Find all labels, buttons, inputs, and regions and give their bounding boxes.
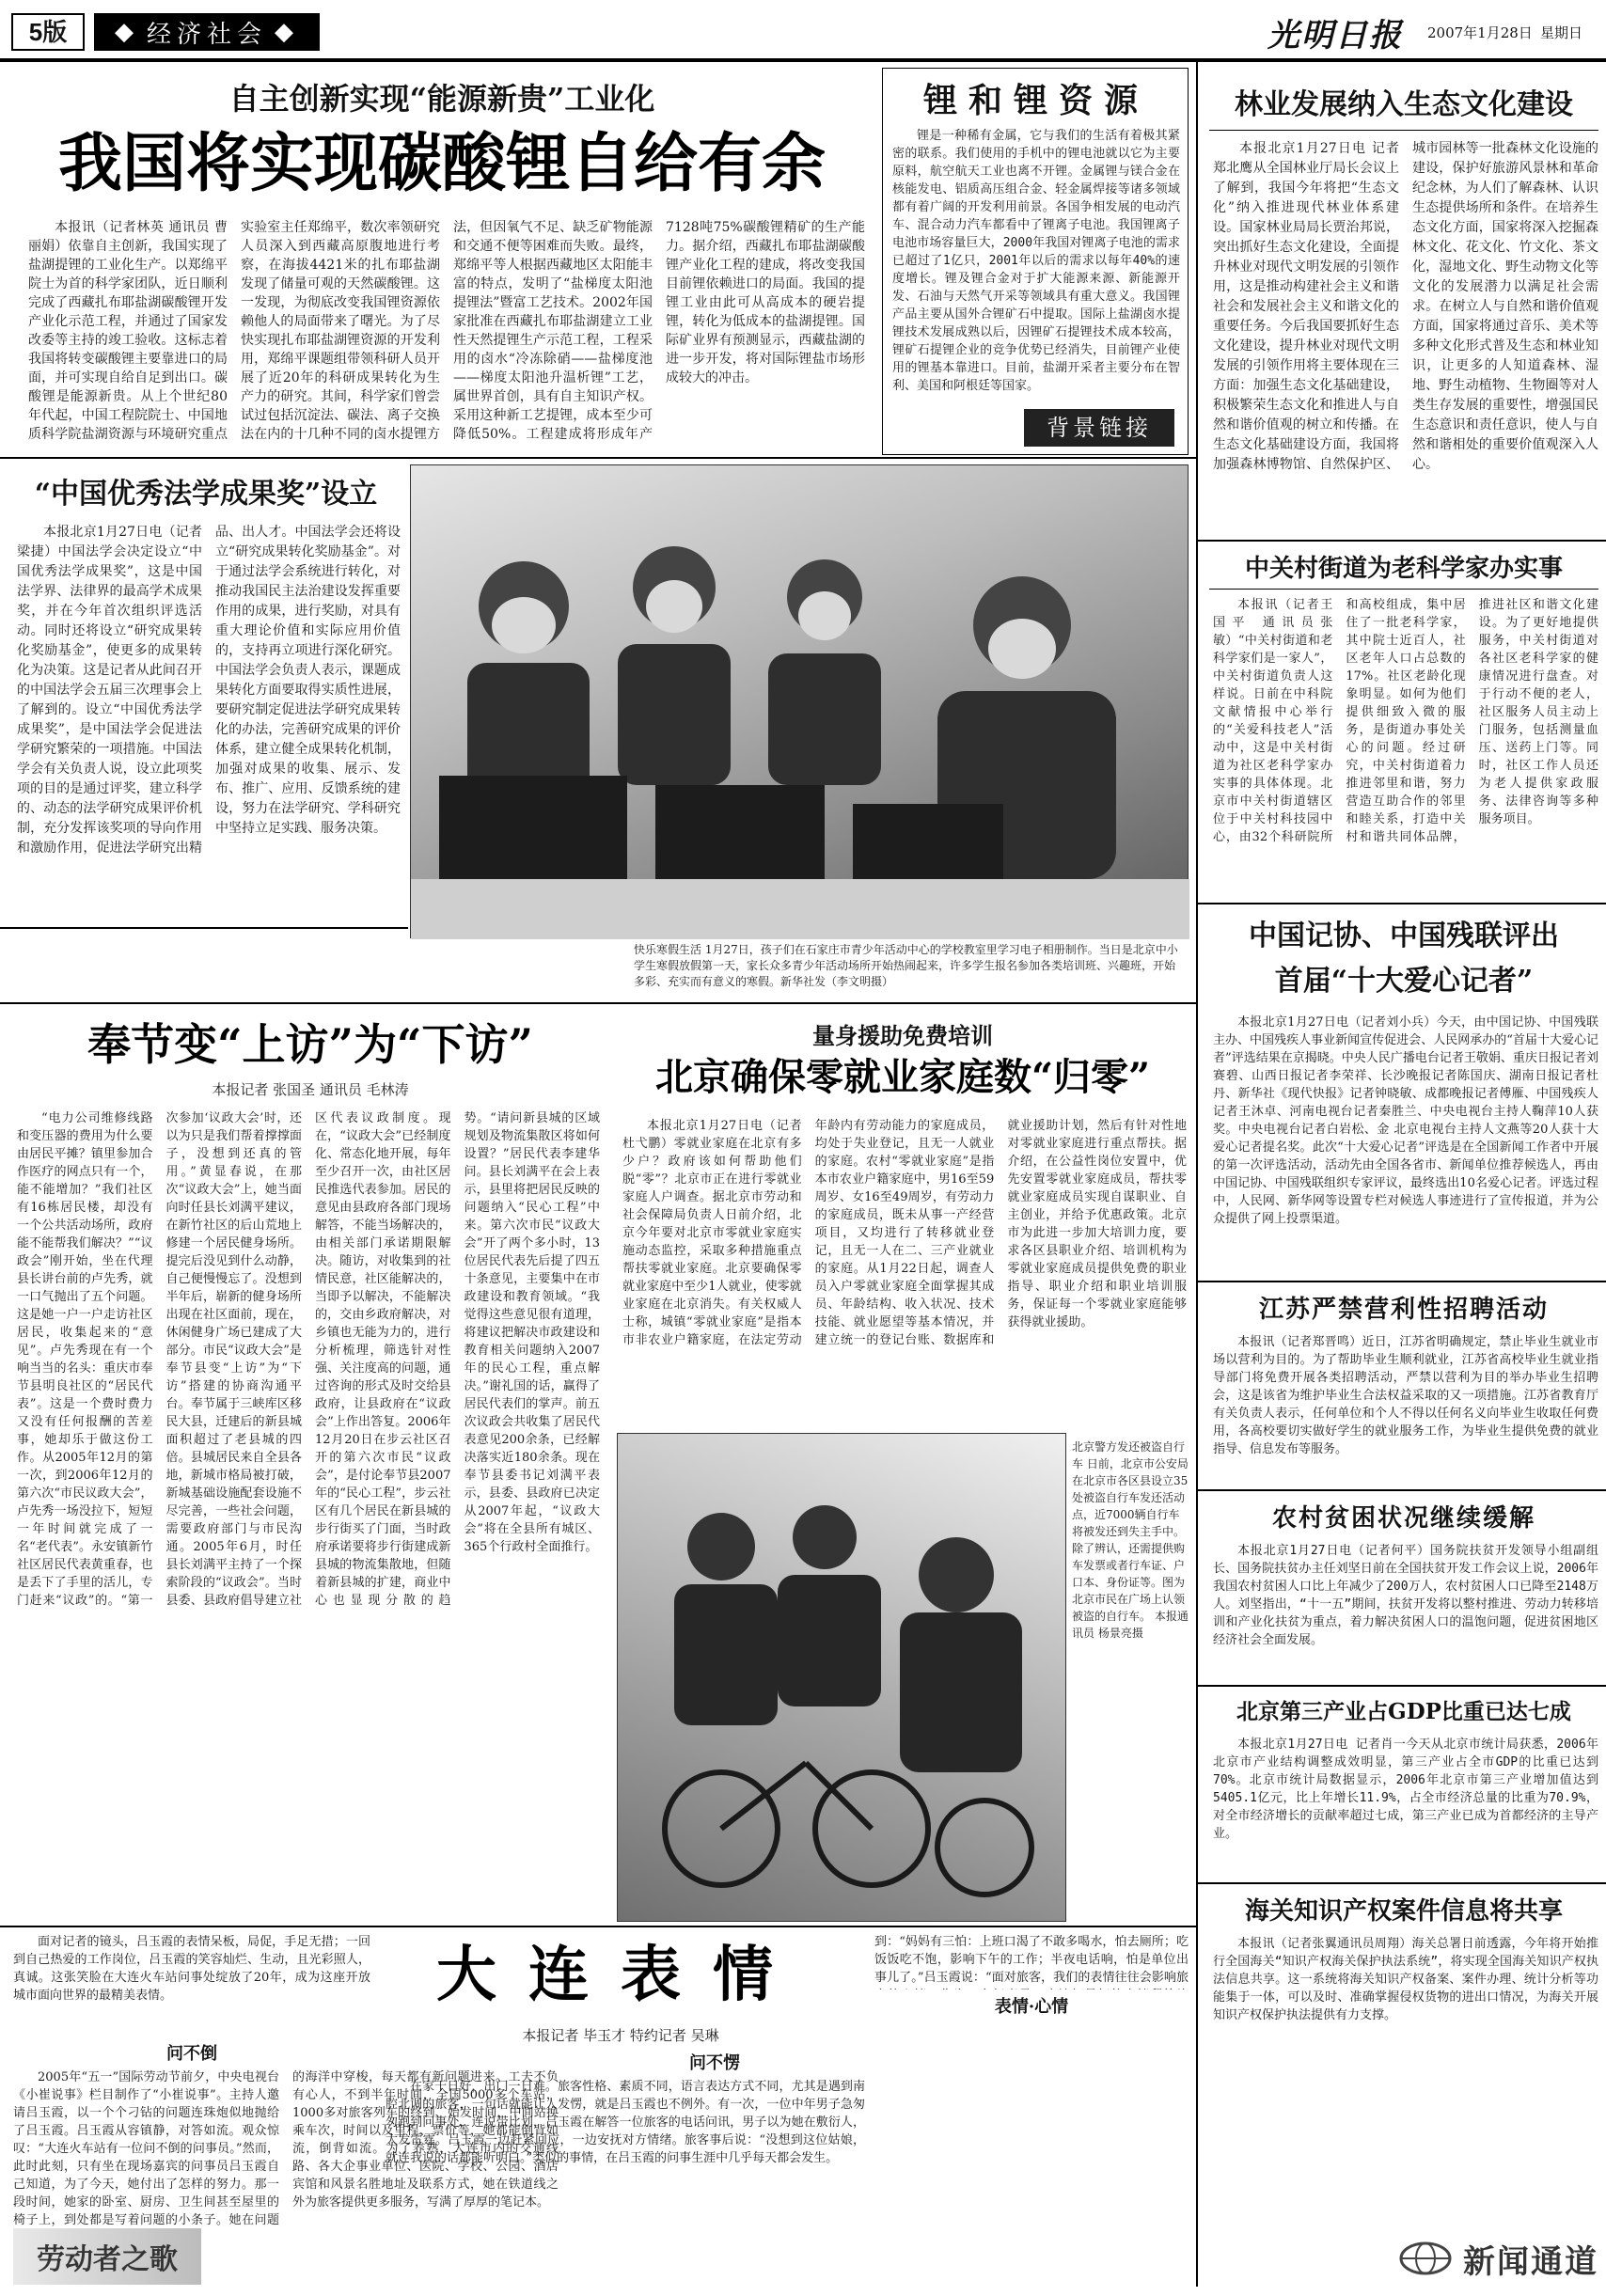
rule [0, 1926, 1196, 1927]
forestry-body: 本报北京1月27日电 记者郑北鹰从全国林业厅局长会议上了解到，我国今年将把“生态文化”纳入推进现代林业体系建设。国家林业局局长贾治邦说，突出抓好生态文化建设，全面提升林业对现代文明发展的引领作用，这是推动构建社会主义和谐社会和发展社会主义和谐文化的重要任务。今后我国要抓好生态文化建设，提升林业对现代文明发展的引领作用将主要体现在三方面：加强生态文化基础建设，积极繁荣生态文化和推进人与自然和谐价值观的树立和传播。在生态文化基础建设方面，我国将加强森林博物馆、自然保护区、城市园林等一批森林文化设施的建设，保护好旅游风景林和革命纪念林，为人们了解森林、认识生态提供场所和条件。在培养生态文化方面，国家将深入挖掘森林文化、花文化、竹文化、茶文化，湿地文化、野生动物文化等文化的发展潜力以满足社会需求。在树立人与自然和谐价值观方面，国家将通过音乐、美术等多种文化形式普及生态和林业知识，让更多的人知道森林、湿地、野生动植物、生物圈等对人类生存发展的重要性，增强国民生态意识和责任意识，使人与自然和谐相处的重要价值观深入人心。 [1213, 141, 1598, 472]
lithium-body: 本报讯（记者林英 通讯员 曹丽娟）依靠自主创新，我国实现了盐湖提锂的工业化生产。以郑绵平院士为首的科学家团队，近日顺利完成了西藏扎布耶盐湖碳酸锂开发产业化示范工程，并通过了国家发改委等主持的竣工验收。这标志着我国将转变碳酸锂主要靠进口的局面，并可实现自给自足到出口。碳酸锂是能源新贵。从上个世纪80年代起，中国工程院院士、中国地质科学院盐湖资源与环境研究重点实验室主任郑绵平，数次率领研究人员深入到西藏高原腹地进行考察，在海拔4421米的扎布耶盐湖发现了储量可观的天然碳酸锂。这一发现，为彻底改变我国锂资源依赖他人的局面带来了曙光。为了尽快实现扎布耶盐湖锂资源的开发利用，郑绵平课题组带领科研人员开展了近20年的科研成果转化为生产力的研究。其间，科学家们曾尝试过包括沉淀法、碳法、离子交换法在内的十几种不同的卤水提锂方法，但因氧气不足、缺乏矿物能源和交通不便等困难而失败。最终，郑绵平等人根据西藏地区太阳能丰富的特点，发明了“盐梯度太阳池提锂法”暨富工艺技术。2002年国家批准在西藏扎布耶盐湖建立工业性天然提锂生产示范工程，工程采用的卤水“冷冻除硝——盐梯度池——梯度太阳池升温析锂”工艺，属世界首创，具有自主知识产权。采用这种新工艺提锂，成本至少可降低50%。工程建成将形成年产7128吨75%碳酸锂精矿的生产能力。据介绍，西藏扎布耶盐湖碳酸锂产业化工程的建成，将改变我国目前锂依赖进口的局面。我国的提锂工业由此可从高成本的硬岩提锂，转化为低成本的盐湖提锂。国际矿业界有预测显示，西藏盐湖的进一步开发，将对国际锂盐市场形成较大的冲击。 [28, 220, 865, 442]
paper-logo: 光明日报 [1267, 17, 1403, 51]
journalists-headline [1209, 914, 1598, 1008]
rule [1209, 130, 1598, 131]
rule [0, 927, 408, 929]
photo-children-computers [410, 464, 1189, 938]
gdp-headline: 北京第三产业占GDP比重已达七成 [1236, 1699, 1571, 1724]
law-award-body: 本报北京1月27日电（记者梁捷）中国法学会决定设立“中国优秀法学成果奖”，这是中国法学界、法律界的最高学术成果奖，并在今年首次组织评选活动。同时还将设立“研究成果转化奖励基金”，使更多的成果转化为决策。这是记者从此间召开的中国法学会五届三次理事会上了解到的。设立“中国优秀法学成果奖”，是中国法学会促进法学研究繁荣的一项措施。中国法学会有关负责人说，设立此项奖项的目的是通过评奖，建立科学的、动态的法学研究成果评价机制，充分发挥该奖项的导向作用和激励作用，促进法学研究出精品、出人才。中国法学会还将设立“研究成果转化奖励基金”。对于通过法学会系统进行转化，对推动我国民主法治建设发挥重要作用的成果，进行奖励，对具有重大理论价值和实际应用价值的，支持再立项进行深化研究。中国法学会负责人表示，课题成果转化方面要取得实质性进展，要研究制定促进法学研究成果转化的办法，完善研究成果的评价体系，建立健全成果转化机制，加强对成果的收集、展示、发布、推广、应用、反馈系统的建设，努力在法学研究、学科研究中坚持立足实践、服务决策。 [17, 525, 401, 856]
children-illustration [411, 465, 1189, 939]
ipr-body: 本报讯（记者张翼通讯员周翔）海关总署日前透露，今年将开始推行全国海关“知识产权海关保护执法系统”，将实现全国海关知识产权执法信息共享。这一系统将海关知识产权备案、案件办理、统计分析等功能集于一体，可以及时、准确掌握侵权货物的进出口情况，为海关开展知识产权保护执法提供有力支撑。 [1213, 1937, 1598, 2022]
rule [1198, 1882, 1606, 1884]
rule [1198, 1685, 1606, 1687]
masthead-rule [0, 58, 1606, 62]
journalists-body: 本报北京1月27日电（记者刘小兵）今天，由中国记协、中国残联主办、中国残疾人事业新闻宣传促进会、人民网承办的“首届十大爱心记者”评选结果在京揭晓。中央人民广播电台记者王敬娟、重庆日报记者刘赛碧、山西日报记者李荣祥、长沙晚报记者陈国庆、湖南日报记者杜丹、新华社《现代快报》记者钟晓敏、成都晚报记者傅雁、中国残疾人记者王沐卓、河南电视台记者秦胜兰、中央电视台主持人鞠萍10人获奖。中央电视台记者白岩松、金 北京电视台主持人文燕等20人获十大爱心记者提名奖。此次“十大爱心记者”评选是在全国新闻工作者中开展的第一次评选活动，活动先由全国各省市、新闻单位推荐候选人，再由中国记协、中国残联组织专家评议，最终选出10名爱心记者。评选过程中，人民网、新华网等设置专栏对候选人事迹进行了宣传报道，并为公众提供了网上投票渠道。 [1213, 1015, 1598, 1226]
jiangsu-body: 本报讯（记者郑晋鸣）近日，江苏省明确规定，禁止毕业生就业市场以营利为目的。为了帮助毕业生顺利就业，江苏省高校毕业生就业指导部门将免费开展各类招聘活动，严禁以营利为目的举办毕业生招聘会，这是该省为维护毕业生合法权益采取的又一项措施。江苏省教育厅有关负责人表示，任何单位和个人不得以任何名义向毕业生收取任何费用，各高校要切实做好学生的就业服务工作，为毕业生提供免费的就业指导、信息发布等服务。 [1213, 1335, 1598, 1456]
news-channel-logo [1316, 2230, 1598, 2287]
dalian-section-2: 在家干日好，出门一日难。旅客性格、素质不同，语言表达方式不同，尤其是遇到南腔北调的旅客，一句话就能让人发愣，就是吕玉霞也不例外。有一次，一位中年男子急匆匆跑到问事处，连说带比划，吕玉霞在解答一位旅客的电话问讯，男子以为她在敷衍人，大发雷霆。吕玉霞一边赶紧回应，一边安抚对方情绪。旅客事后说：“没想到这位姑娘，就连我说的话都能听明白。”类似的事情，在吕玉霞的问事生涯中几乎每天都会发生。 [386, 2080, 865, 2165]
masthead [0, 0, 1606, 58]
issue-weekday: 星期日 [1540, 24, 1583, 41]
journalists-headline-line1: 中国记协、中国残联评出 [1249, 920, 1559, 952]
section-name: 经济社会 [146, 20, 267, 49]
globe-icon [1397, 2240, 1454, 2277]
workers-song-badge-text: 劳动者之歌 [37, 2243, 178, 2276]
dalian-subhead-2: 问不愣 [689, 2053, 740, 2073]
rule [1198, 1489, 1606, 1491]
dalian-byline: 本报记者 毕玉才 特约记者 吴琳 [522, 2027, 719, 2044]
photo-children-caption: 快乐寒假生活 1月27日，孩子们在石家庄市青少年活动中心的学校教室里学习电子相册制作。当日是北京中小学生寒假放假第一天，家长众多青少年活动场所开始热闹起来，许多学生报名参加各类培训班、兴趣班，开始多彩、充实而有意义的寒假。新华社发（李文明摄） [634, 943, 1178, 988]
rule [0, 457, 1196, 459]
news-channel-logo-text: 新闻通道 [1463, 2242, 1598, 2281]
poverty-body: 本报北京1月27日电（记者何平）国务院扶贫开发领导小组副组长、国务院扶贫办主任刘坚日前在全国扶贫开发工作会议上说，2006年我国农村贫困人口比上年减少了200万人，农村贫困人口已降至2148万人。刘坚指出，“十一五”期间，扶贫开发将以整村推进、劳动力转移培训和产业化扶贫为重点，着力解决贫困人口的温饱问题，促进贫困地区经济社会全面发展。 [1213, 1544, 1598, 1647]
forestry-headline: 林业发展纳入生态文化建设 [1235, 88, 1573, 121]
page-number: 5版 [11, 13, 85, 51]
jiangsu-headline: 江苏严禁营利性招聘活动 [1258, 1296, 1549, 1324]
dalian-subhead-3: 表情·心情 [994, 1997, 1069, 2017]
lithium-headline: 我国将实现碳酸锂自给有余 [57, 126, 826, 201]
gdp-body: 本报北京1月27日电 记者肖一今天从北京市统计局获悉，2006年北京市产业结构调整成效明显，第三产业占全市GDP的比重已达到70%。北京市统计局数据显示，2006年北京市第三产业增加值达到5405.1亿元，比上年增长11.9%，占全市经济总量的比重为70.9%，对全市经济增长的贡献率超过七成，第三产业已成为首都经济的主导产业。 [1213, 1738, 1598, 1841]
photo-bicycles [617, 1433, 1066, 1922]
dalian-section-1: 2005年“五一”国际劳动节前夕，中央电视台《小崔说事》栏目制作了“小崔说事”。主持人邀请吕玉霞，以一个个刁钻的问题连珠炮似地抛给了吕玉霞。吕玉霞从容镇静，对答如流。观众惊叹：“大连火车站有一位问不倒的问事员。”然而，此时此刻，只有坐在现场嘉宾的问事员吕玉霞自己知道，为了今天，她付出了怎样的努力。那一段时间，她家的卧室、厨房、卫生间甚至屋里的椅子上，到处都是写着问题的小条子。她在问题的海洋中穿梭，每天都有新问题进来。工夫不负有心人，不到半年时间，全国5000多个车站，1000多对旅客列车的终到、始发时间，中间站换乘车次，时间以及里程、票价等，她都能倒背如流，倒背如流。为了养熟，大连市内的交通线路、各大企事业单位、医院、学校、公园、酒店宾馆和风景名胜地址及联系方式，她在铁道线之外为旅客提供更多服务，写满了厚厚的笔记本。 [13, 2070, 559, 2227]
community-body: 本报讯（记者王国平 通讯员张敏）“中关村街道和老科学家们是一家人”，中关村街道负责人这样说。日前在中科院文献情报中心举行的“关爱科技老人”活动中，这是中关村街道为社区老科学家办实事的具体体现。北京市中关村街道辖区位于中关村科技园中心，由32个科研院所和高校组成，集中居住了一批老科学家，其中院士近百人，社区老年人口占总数的17%。社区老龄化现象明显。如何为他们提供细致入微的服务，是街道办事处关心的问题。经过研究，中关村街道着力推进邻里和谐，努力营造互助合作的邻里和睦关系，打造中关村和谐共同体品牌，推进社区和谐文化建设。为了更好地提供服务，中关村街道对各社区老科学家的健康情况进行盘查。对于行动不便的老人，社区服务人员主动上门服务，包括测量血压、送药上门等。同时，社区工作人员还为老人提供家政服务、法律咨询等多种服务项目。 [1213, 598, 1598, 844]
rule [1198, 1281, 1606, 1282]
bicycles-illustration [618, 1434, 1067, 1923]
dalian-intro: 面对记者的镜头，吕玉霞的表情呆板，局促，手足无措；一回到自己热爱的工作岗位，吕玉霞的笑容灿烂、生动，且光彩照人，真诚。这张笑脸在大连火车站问事处绽放了20年，成为这座开放城市面向世界的最精美表情。 [13, 1935, 370, 2003]
section-tag [94, 13, 320, 51]
column-divider [1196, 62, 1198, 2287]
workers-song-badge [13, 2228, 201, 2285]
rule [1198, 903, 1606, 904]
ipr-headline: 海关知识产权案件信息将共享 [1244, 1897, 1563, 1926]
petition-byline: 本报记者 张国圣 通讯员 毛林涛 [212, 1081, 409, 1098]
petition-body: “电力公司维修线路和变压器的费用为什么要由居民平摊？镇里参加合作医疗的网点只有一个，能不能增加？”我们社区有16栋居民楼，却没有一个公共活动场所，政府能不能帮我们解决？”“议政会”刚开始，坐在代理县长讲台前的卢先秀，就一口气抛出了五个问题。这是她一户一户走访社区居民，收集起来的“意见”。卢先秀现在有一个响当当的名头：重庆市奉节县明良社区的“居民代表”。这是一个费时费力又没有任何报酬的苦差事，她却乐于做这份工作。从2005年12月的第一次，到2006年12月的第六次“市民议政大会”，卢先秀一场没拉下，短短一年时间就完成了一名“老代表”。永安镇新竹社区居民代表黄重春，也是丢下了手里的活儿，专门赶来“议政”的。“第一次参加‘议政大会’时，还以为只是我们帮着撑撑面子，没想到还真的管用。”黄显春说，在那次“议政大会”上，她当面向时任县长刘满平建议，在新竹社区的后山荒地上修建一个居民健身场所。提完后没见到什么动静，自己便慢慢忘了。没想到半年后，崭新的健身场所出现在社区面前，现在，休闲健身广场已建成了大部分。市民“议政大会”是奉节县变“上访”为“下访”搭建的协商沟通平台。奉节属于三峡库区移民大县，迁建后的新县城面积超过了老县城的四倍。县城居民来自全县各地，新城市格局被打破，新城基础设施配套设施不尽完善，一些社会问题，需要政府部门与市民沟通。2005年6月，时任县长刘满平主持了一个探索阶段的“议政会”。当时县委、县政府倡导建立社区代表议政制度。现在，“议政大会”已经制度化、常态化地开展，每年至少召开一次，由社区居民推选代表参加。居民的意见由县政府各部门现场解答，不能当场解决的，由相关部门承诺期限解决。随访，对收集到的社情民意，社区能解决的，当即予以解决，不能解决的，交由乡政府解决，对乡镇也无能为力的，进行分析梳理，筛选针对性强、关注度高的问题，通过咨询的形式及时交给县政府，让县政府在“议政会”上作出答复。2006年12月20日在步云社区召开的第六次市民“议政会”，是付论奉节县2007年的“民心工程”，步云社区有几个居民在新县城的步行街买了门面，当时政府承诺要将步行街建成新县城的物流集散地，但随着新县城的扩建，商业中心也显现分散的趋势。“请问新县城的区域规划及物流集散区将如何设置？”居民代表李建华问。县长刘满平在会上表示，县里将把居民反映的问题纳入“民心工程”中来。第六次市民“议政大会”开了两个多小时，13位居民代表先后提了四五十条意见，主要集中在市政建设和教育领域。“我觉得这些意见很有道理，将建议把解决市政建设和教育相关问题纳入2007年的民心工程，重点解决。”谢礼国的话，赢得了居民代表们的掌声。前五次议政会共收集了居民代表意见200余条，已经解决落实近180余条。现在奉节县委书记刘满平表示，县委、县政府已决定从2007年起，“议政大会”将在全县所有城区、365个行政村全面推行。 [17, 1111, 600, 1608]
dalian-subhead-1: 问不倒 [166, 2044, 217, 2064]
rule [0, 1002, 1196, 1004]
dalian-headline: 大连表情 [436, 1940, 805, 2010]
background-box [882, 68, 1189, 455]
background-title: 锂和锂资源 [922, 81, 1149, 120]
employment-kicker: 量身援助免费培训 [812, 1022, 993, 1049]
photo-bicycles-caption: 北京警方发还被盗自行车 日前，北京市公安局在北京市各区县设立35处被盗自行车发还活动点，近7000辆自行车将被发还到失主手中。除了辨认，还需提供购车发票或者行车证、户口本、身份证等。图为北京市民在广场上认领被盗的自行车。 本报通讯员 杨景亮摄 [1072, 1440, 1189, 1640]
dalian-section-3: 到：“妈妈有三怕：上班口渴了不敢多喝水，怕去厕所；吃饭饭吃不饱，影响下午的工作；半夜电话响，怕是单位出事儿了。”吕玉霞说：“面对旅客，我们的表情往往会影响旅 [874, 1935, 1189, 1985]
lithium-kicker: 自主创新实现“能源新贵”工业化 [228, 81, 655, 117]
diamond-icon: ◆ [114, 18, 139, 46]
background-badge: 背景链接 [1024, 409, 1174, 447]
journalists-headline-line2: 首届“十大爱心记者” [1274, 965, 1534, 998]
employment-headline: 北京确保零就业家庭数“归零” [654, 1055, 1150, 1099]
law-award-headline: “中国优秀法学成果奖”设立 [34, 478, 378, 511]
petition-headline: 奉节变“上访”为“下访” [87, 1019, 533, 1070]
rule [1198, 540, 1606, 542]
employment-body: 本报北京1月27日电（记者杜弋鹏）零就业家庭在北京有多少户？政府该如何帮助他们脱“零”？北京市正在进行零就业家庭人户调查。据北京市劳动和社会保障局负责人日前介绍，北京今年要对北京市零就业家庭实施动态监控，采取多种措施重点帮扶零就业家庭。北京要确保零就业家庭中至少1人就业，使零就业家庭在北京消失。有关权威人士称，城镇“零就业家庭”是指本市非农业户籍家庭，在法定劳动年龄内有劳动能力的家庭成员，均处于失业登记，且无一人就业的家庭。农村“零就业家庭”是指本市农业户籍家庭中，男16至59周岁、女16至49周岁，有劳动力的家庭成员，既未从事一产经营项目，又均进行了转移就业登记，且无一人在二、三产业就业的家庭。从1月22日起，调查人员入户零就业家庭全面掌握其成员、年龄结构、收入状况、技术技能、就业愿望等基本情况，并建立统一的登记台账、数据库和就业援助计划，然后有针对性地对零就业家庭进行重点帮扶。据介绍，在公益性岗位安置中，优先安置零就业家庭成员，帮扶零就业家庭成员实现自谋职业、自主创业，并给予优惠政策。北京市为此进一步加大培训力度，要求各区县职业介绍、培训机构为零就业家庭成员提供免费的职业指导、职业介绍和职业培训服务，保证每一个零就业家庭能够获得就业援助。 [622, 1119, 1187, 1347]
issue-date: 2007年1月28日 [1427, 24, 1533, 41]
diamond-icon: ◆ [275, 18, 299, 46]
poverty-headline: 农村贫困状况继续缓解 [1271, 1504, 1535, 1533]
rule [1209, 589, 1598, 590]
background-body: 锂是一种稀有金属，它与我们的生活有着极其紧密的联系。我们使用的手机中的锂电池就以它为主要原料，航空航天工业也离不开锂。金属锂与镁合金在核能发电、铝质高压组合金、轻金属焊接等诸多领域都有着广阔的开发利用前景。各国争相发展的电动汽车、混合动力汽车都看中了锂离子电池。我国锂离子电池市场容量巨大，2000年我国对锂离子电池的需求已超过了1亿只，2001年以后的需求以每年40%的速度增长。锂及锂合金对于扩大能源来源、新能源开发、石油与天然气开采等领域具有重大意义。我国锂产品主要从国外合锂矿石中提取。国际上盐湖卤水提锂技术发展成熟以后，因锂矿石提锂技术成本较高，锂矿石提锂企业的竞争优势已经消失，目前锂产业使用的锂基本靠进口。目前，盐湖开采者主要分布在智利、美国和阿根廷等国家。 [892, 129, 1180, 393]
community-headline: 中关村街道为老科学家办实事 [1244, 555, 1563, 583]
